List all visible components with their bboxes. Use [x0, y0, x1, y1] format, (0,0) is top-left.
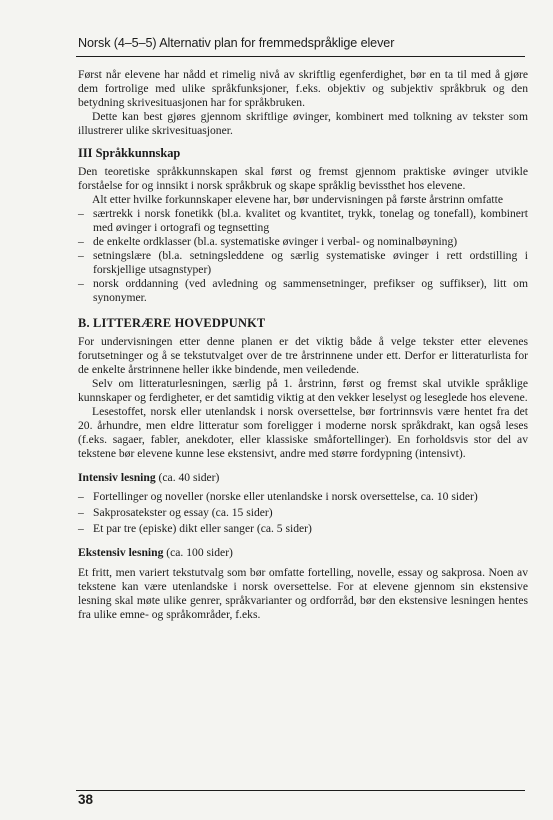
intensive-list — [78, 490, 528, 536]
section-heading-sprakkunnskap: III Språkkunnskap — [78, 145, 181, 160]
footer-divider — [76, 790, 525, 791]
list-item: – norsk orddanning (ved avledning og sammensetninger, prefikser og suffikser), litt om synonymer. — [78, 277, 528, 305]
intro-paragraph-1: Først når elevene har nådd et rimelig nivå av skriftlig egenferdighet, bør en ta til med å gjøre dem fortrolige med ulike språkfunksjoner, f.eks. objektiv og subjektiv språkbruk og den betydning skrivesituasjonen har for språkbruken. — [78, 68, 528, 109]
list-item: – særtrekk i norsk fonetikk (bl.a. kvalitet og kvantitet, trykk, tonelag og tonefall), kombinert med øvinger i ortografi og tegnsetting — [78, 207, 528, 235]
page-number: 38 — [78, 792, 94, 807]
header-divider — [76, 56, 525, 57]
running-header: Norsk (4–5–5) Alternativ plan for fremmedspråklige elever — [78, 36, 395, 50]
subheading-amount: (ca. 100 sider) — [163, 546, 233, 560]
list-item: – de enkelte ordklasser (bl.a. systematiske øvinger i verbal- og nominalbøyning) — [78, 235, 528, 249]
sectionB-paragraph-1: For undervisningen etter denne planen er det viktig både å velge tekster etter elevenes forutsetninger og å se tekstutvalget over de tre årstrinnene under ett. Derfor er litteraturlista for de enkelte årstrinnene heller ikke bindende, men veiledende. — [78, 335, 528, 377]
subheading-title: Intensiv lesning — [78, 470, 156, 484]
subheading-title: Ekstensiv lesning — [78, 546, 164, 560]
subheading-intensiv-lesning — [78, 471, 528, 485]
section3-list — [78, 207, 528, 304]
subheading-amount: (ca. 40 sider) — [155, 470, 220, 484]
list-item: – Fortellinger og noveller (norske eller utenlandske i norsk oversettelse, ca. 10 sider) — [78, 490, 528, 504]
sectionB-paragraph-2: Selv om litteraturlesningen, særlig på 1. årstrinn, først og fremst skal utvikle språklige kunnskaper og ferdigheter, er det samtidig viktig at den vekker leselyst og leseglede hos elevene. — [78, 377, 528, 405]
section-heading-litteraere-hovedpunkt: B. LITTERÆRE HOVEDPUNKT — [78, 315, 266, 330]
intro-paragraph-2: Dette kan best gjøres gjennom skriftlige øvinger, kombinert med tolkning av tekster som illustrerer ulike skrivesituasjoner. — [78, 109, 528, 137]
list-item: – setningslære (bl.a. setningsleddene og særlig systematiske øvinger i rett ordstilling i forskjellige utsagnstyper) — [78, 249, 528, 277]
page-body — [78, 68, 528, 622]
list-item: – Et par tre (episke) dikt eller sanger (ca. 5 sider) — [78, 522, 528, 536]
subheading-ekstensiv-lesning — [78, 546, 528, 560]
section3-paragraph-1: Den teoretiske språkkunnskapen skal først og fremst gjennom praktiske øvinger utvikle forståelse for og innsikt i norsk språkbruk og skape språklig bevissthet hos elevene. — [78, 165, 528, 193]
extensive-paragraph: Et fritt, men variert tekstutvalg som bør omfatte fortelling, novelle, essay og sakprosa. Noen av tekstene kan være utenlandske i norsk oversettelse. For at elevene gjennom sin ekstensive lesning skal møte ulike genrer, språkvarianter og ordforråd, bør den ekstensive lesningen hentes fra ulike emne- og språkområder, f.eks. — [78, 566, 528, 621]
sectionB-paragraph-3: Lesestoffet, norsk eller utenlandsk i norsk oversettelse, bør fortrinnsvis være hentet fra det 20. århundre, men eldre litteratur som foreligger i moderne norsk språkdrakt, kan også leses (f.eks. sagaer, fabler, anekdoter, eller klassiske småfortellinger). En forholdsvis stor del av tekstene bør elevene kunne lese ekstensivt, andre med større fordypning (intensivt). — [78, 404, 528, 460]
list-item: – Sakprosatekster og essay (ca. 15 sider) — [78, 506, 528, 520]
section3-paragraph-2: Alt etter hvilke forkunnskaper elevene har, bør undervisningen på første årstrinn omfatte — [92, 193, 503, 207]
